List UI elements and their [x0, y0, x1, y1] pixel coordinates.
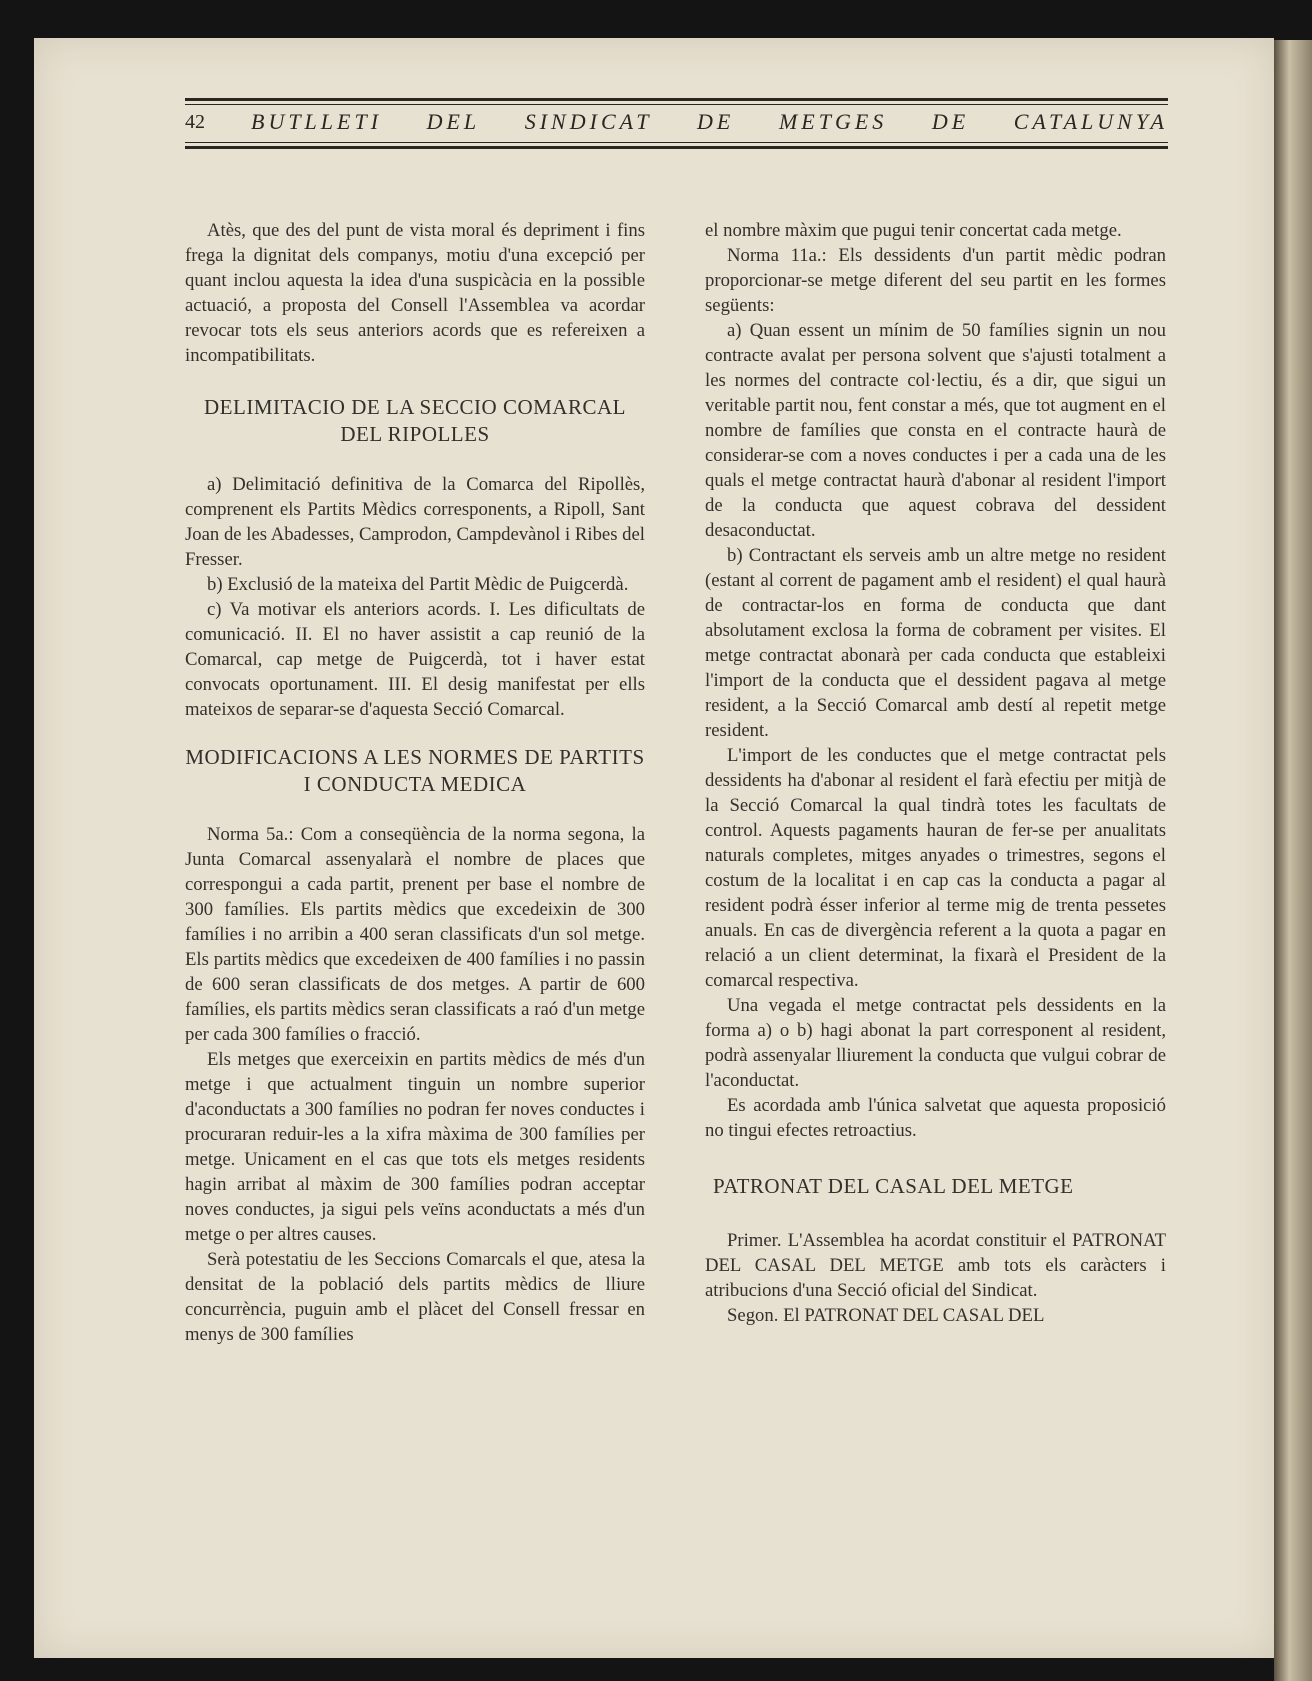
- header-rule-bottom: [185, 146, 1168, 149]
- paragraph: b) Contractant els serveis amb un altre metge no resident (estant al corrent de pagament amb el resident) el qual haurà de contractar-los en forma de conducta que dant absolutament exclosa la forma de cobrament per visites. El metge contractat abonarà per cada conducta que estableixi l'import de la conducta que el dessident pagava al metge resident, a la Secció Comarcal amb destí al repetit metge resident.: [705, 545, 1166, 741]
- title-word: DEL: [426, 109, 481, 134]
- title-word: SINDICAT: [524, 109, 653, 134]
- header-rule-top: [185, 98, 1168, 101]
- title-word: METGES: [778, 109, 888, 134]
- running-header: [185, 98, 1168, 149]
- paragraph: Atès, que des del punt de vista moral és depriment i fins frega la dignitat dels companys, motiu d'una excepció per quant inclou aquesta la idea d'una suspicàcia en la possible actuació, a proposta del Consell l'Assemblea va acordar revocar tots els seus anteriors acords que es refereixen a incompatibilitats.: [185, 220, 645, 366]
- title-word: CATALUNYA: [1013, 109, 1168, 134]
- section-heading-patronat: PATRONAT DEL CASAL DEL METGE: [713, 1174, 1074, 1198]
- paragraph: Els metges que exerceixin en partits mèdics de més d'un metge i que actualment tinguin un nombre superior d'aconductats a 300 famílies no podran fer noves conductes i procuraran reduir-les a la xifra màxima de 300 famílies per metge. Unicament en el cas que tots els metges residents hagin arribat al màxim de 300 famílies podran acceptar noves conductes, ja sigui pels veïns aconductats a més d'un metge o per altres causes.: [185, 1049, 645, 1245]
- left-column: [185, 218, 645, 1347]
- section-heading-modificacions: MODIFICACIONS A LES NORMES DE PARTITS I CONDUCTA MEDICA: [185, 745, 645, 796]
- paragraph: Segon. El PATRONAT DEL CASAL DEL: [727, 1305, 1045, 1326]
- paragraph: Una vegada el metge contractat pels dessidents en la forma a) o b) hagi abonat la part corresponent al resident, podrà assenyalar lliurement la conducta que vulgui cobrar de l'aconductat.: [705, 995, 1166, 1091]
- page-number: 42: [185, 110, 205, 133]
- journal-title: [251, 109, 1168, 135]
- paragraph: b) Exclusió de la mateixa del Partit Mèdic de Puigcerdà.: [207, 574, 629, 595]
- paragraph: Primer. L'Assemblea ha acordat constituir el PATRONAT DEL CASAL DEL METGE amb tots els caràcters i atribucions d'una Secció oficial del Sindicat.: [705, 1230, 1166, 1301]
- right-column: [705, 218, 1166, 1328]
- paragraph: a) Quan essent un mínim de 50 famílies signin un nou contracte avalat per persona solvent que s'ajusti totalment a les normes del contracte col·lectiu, és a dir, que sigui un veritable partit nou, fent constar a més, que tot augment en el nombre de famílies que consta en el contracte haurà de considerar-se com a noves conductes i per a cada una de les quals el metge contractat haurà d'abonar al resident l'import de la conducta que aquest cobrava del dessident desaconductat.: [705, 320, 1166, 541]
- paragraph: Es acordada amb l'única salvetat que aquesta proposició no tingui efectes retroactius.: [705, 1095, 1166, 1141]
- header-rule-bottom-thin: [185, 142, 1168, 143]
- paragraph: Norma 5a.: Com a conseqüència de la norma segona, la Junta Comarcal assenyalarà el nombre de places que correspongui a cada partit, prenent per base el nombre de 300 famílies. Els partits mèdics que excedeixin de 300 famílies i no arribin a 400 seran classificats d'un sol metge. Els partits mèdics que excedeixen de 400 famílies i no passin de 600 seran classificats de dos metges. A partir de 600 famílies, els partits mèdics seran classificats a raó d'un metge per cada 300 famílies o fracció.: [185, 824, 645, 1045]
- paragraph: el nombre màxim que pugui tenir concertat cada metge.: [705, 220, 1122, 241]
- title-word: BUTLLETI: [251, 109, 383, 134]
- paragraph: Serà potestatiu de les Seccions Comarcals el que, atesa la densitat de la població dels partits mèdics de lliure concurrència, puguin amb el plàcet del Consell fressar en menys de 300 famílies: [185, 1249, 645, 1345]
- paragraph: L'import de les conductes que el metge contractat pels dessidents ha d'abonar al resident el farà efectiu per mitjà de la Secció Comarcal la qual tindrà totes les facultats de control. Aquests pagaments hauran de fer-se per anualitats naturals completes, mitges anyades o trimestres, segons el costum de la localitat i en cap cas la conducta a pagar al resident podrà ésser inferior al terme mig de trenta pessetes anuals. En cas de divergència referent a la quota a pagar en relació a un client determinat, la fixarà el President de la comarcal respectiva.: [705, 745, 1166, 991]
- title-word: DE: [931, 109, 970, 134]
- paragraph: c) Va motivar els anteriors acords. I. Les dificultats de comunicació. II. El no haver assistit a cap reunió de la Comarcal, cap metge de Puigcerdà, tot i haver estat convocats oportunament. III. El desig manifestat per ells mateixos de separar-se d'aquesta Secció Comarcal.: [185, 599, 645, 720]
- title-word: DE: [697, 109, 735, 134]
- paragraph: Norma 11a.: Els dessidents d'un partit mèdic podran proporcionar-se metge diferent del seu partit en les formes següents:: [705, 245, 1166, 316]
- section-heading-delimitacio: DELIMITACIO DE LA SECCIO COMARCAL DEL RIPOLLES: [204, 395, 626, 446]
- next-page-edge: [1274, 40, 1312, 1681]
- paragraph: a) Delimitació definitiva de la Comarca del Ripollès, comprenent els Partits Mèdics corresponents, a Ripoll, Sant Joan de les Abadesses, Camprodon, Campdevànol i Ribes del Fresser.: [185, 474, 645, 570]
